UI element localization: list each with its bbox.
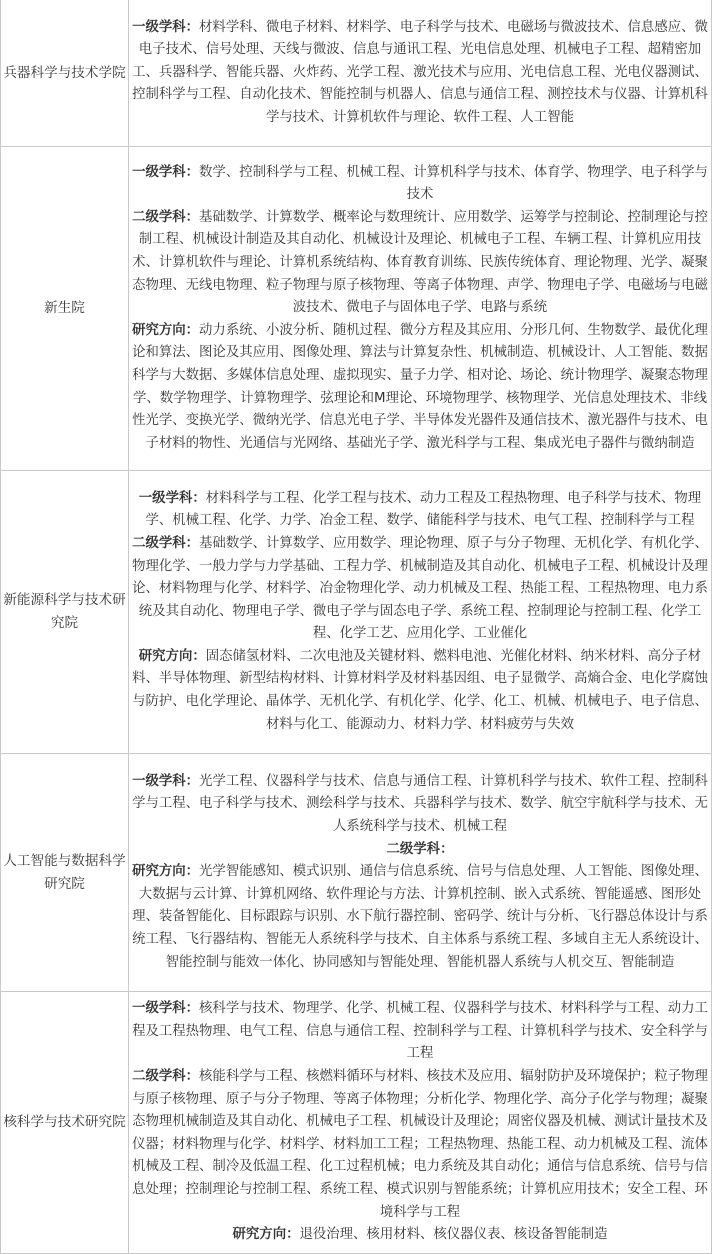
first-level-discipline [129,162,711,207]
college-disciplines [129,754,712,992]
table-row [1,147,712,471]
section-text: 退役治理、核用材料、核仪器仪表、核设备智能制造 [299,1227,608,1243]
research-direction [129,1224,711,1247]
section-label: 研究方向： [138,648,206,664]
section-text: 固态储氢材料、二次电池及关键材料、燃料电池、光催化材料、纳米材料、高分子材料、半导体物理、新型结构材料、计算材料学及材料基因组、电子显微学、高熵合金、电化学腐蚀与防护、电化学理论、晶体学、无机化学、有机化学、化学、化工、机械、机械电子、电子信息、材料与化工、能源动力、材料力学、材料疲劳与失效 [132,648,708,732]
section-text: 数学、控制科学与工程、机械工程、计算机科学与技术、体育学、物理学、电子科学与技术 [199,164,708,203]
section-label: 研究方向： [132,322,200,338]
section-label: 二级学科： [132,535,200,551]
table-row [1,754,712,992]
research-direction [129,861,711,974]
section-text: 核科学与技术、物理学、化学、机械工程、仪器科学与技术、材料科学与工程、动力工程及工程热物理、电气工程、信息与通信工程、控制科学与工程、计算机科学与技术、安全科学与工程 [132,1001,708,1062]
research-direction [129,646,711,736]
section-text: 光学智能感知、模式识别、通信与信息系统、信号与信息处理、人工智能、图像处理、大数据与云计算、计算机网络、软件理论与方法、计算机控制、嵌入式系统、智能遥感、图形处理、装备智能化、目标跟踪与识别、水下航行器控制、密码学、统计与分析、飞行器总体设计与系统工程、飞行器结构、智能无人系统科学与技术、自主体系与系统工程、多域自主无人系统设计、智能控制与能效一体化、协同感知与智能处理、智能机器人系统与人机交互、智能制造 [132,864,708,970]
section-label: 一级学科： [132,773,200,789]
first-level-discipline [129,998,711,1066]
first-level-discipline [129,771,711,839]
section-label: 一级学科： [138,490,206,506]
section-text: 材料学科、微电子材料、材料学、电子科学与技术、电磁场与微波技术、信息感应、微电子技术、信号处理、天线与微波、信息与通讯工程、光电信息处理、机械电子工程、超精密加工、兵器科学、智能兵器、火炸药、光学工程、激光技术与应用、光电信息工程、光电仪器测试、控制科学与工程、自动化技术、智能控制与机器人、信息与通信工程、测控技术与仪器、计算机科学与技术、计算机软件与理论、软件工程、人工智能 [132,19,708,125]
section-text: 动力系统、小波分析、随机过程、微分方程及其应用、分形几何、生物数学、最优化理论和算法、图论及其应用、图像处理、算法与计算复杂性、机械制造、机械设计、人工智能、数据科学与大数据、多媒体信息处理、虚拟现实、量子力学、相对论、场论、统计物理学、凝聚态物理学、数学物理学、计算物理学、弦理论和M理论、环境物理学、核物理学、光信息处理技术、非线性光学、变换光学、微纳光学、信息光电子学、半导体发光器件及通信技术、激光器件与技术、电子材料的物性、光通信与光网络、基础光子学、激光科学与工程、集成光电子器件与微纳制造 [132,322,708,451]
section-text: 基础数学、计算数学、应用数学、理论物理、原子与分子物理、无机化学、有机化学、物理化学、一般力学与力学基础、工程力学、机械制造及其自动化、机械电子工程、机械设计及理论、材料物理与化学、材料学、冶金物理化学、动力机械及工程、热能工程、工程热物理、电力系统及其自动化、物理电子学、微电子学与固态电子学、系统工程、控制理论与控制工程、化学工程、化学工艺、应用化学、工业催化 [132,535,708,642]
section-label: 二级学科： [132,1069,200,1085]
college-name: 核科学与技术研究院 [1,992,129,1254]
college-name: 兵器科学与技术学院 [1,0,129,147]
section-label: 一级学科： [132,164,200,180]
second-level-discipline [129,533,711,646]
section-text: 材料科学与工程、化学工程与技术、动力工程及工程热物理、电子科学与技术、物理学、机械工程、化学、力学、冶金工程、数学、储能科学与技术、电气工程、控制科学与工程 [145,490,702,529]
college-disciplines [129,147,712,471]
section-label: 一级学科： [132,1001,200,1017]
section-label: 研究方向： [132,864,200,880]
research-direction [129,320,711,456]
second-level-discipline [129,1066,711,1224]
section-label: 二级学科： [132,209,200,225]
second-level-discipline [129,207,711,320]
college-disciplines [129,0,712,147]
table-row [1,0,712,147]
college-name: 人工智能与数据科学研究院 [1,754,129,992]
table-row [1,471,712,754]
college-name: 新生院 [1,147,129,471]
college-disciplines [129,471,712,754]
section-text: 核能科学与工程、核燃料循环与材料、核技术及应用、辐射防护及环境保护；粒子物理与原子核物理、原子与分子物理、等离子体物理；分析化学、物理化学、高分子化学与物理；凝聚态物理机械制造及其自动化、机械电子工程、机械设计及理论；周密仪器及机械、测试计量技术及仪器；材料物理与化学、材料学、材料加工工程；工程热物理、热能工程、动力机械及工程、流体机械及工程、制冷及低温工程、化工过程机械；电力系统及其自动化；通信与信息系统、信号与信息处理；控制理论与控制工程、系统工程、模式识别与智能系统；计算机应用技术；安全工程、环境科学与工程 [132,1069,708,1220]
table-row [1,992,712,1254]
section-text: 基础数学、计算数学、概率论与数理统计、应用数学、运筹学与控制论、控制理论与控制工程、机械设计制造及其自动化、机械设计及理论、机械电子工程、车辆工程、计算机应用技术、计算机软件与理论、计算机系统结构、体育教育训练、民族传统体育、理论物理、光学、凝聚态物理、无线电物理、粒子物理与原子核物理、等离子体物理、声学、物理电子学、电磁场与电磁波技术、微电子与固体电子学、电路与系统 [132,209,708,316]
section-text: 光学工程、仪器科学与技术、信息与通信工程、计算机科学与技术、软件工程、控制科学与工程、电子科学与技术、测绘科学与技术、兵器科学与技术、数学、航空宇航科学与技术、无人系统科学与技术、机械工程 [132,773,708,835]
college-name: 新能源科学与技术研究院 [1,471,129,754]
college-disciplines [129,992,712,1254]
first-level-discipline [129,488,711,533]
second-level-discipline [129,839,711,862]
first-level-discipline [129,17,711,130]
section-label: 一级学科： [132,19,200,35]
section-label: 二级学科： [386,841,454,857]
section-label: 研究方向： [232,1227,300,1243]
